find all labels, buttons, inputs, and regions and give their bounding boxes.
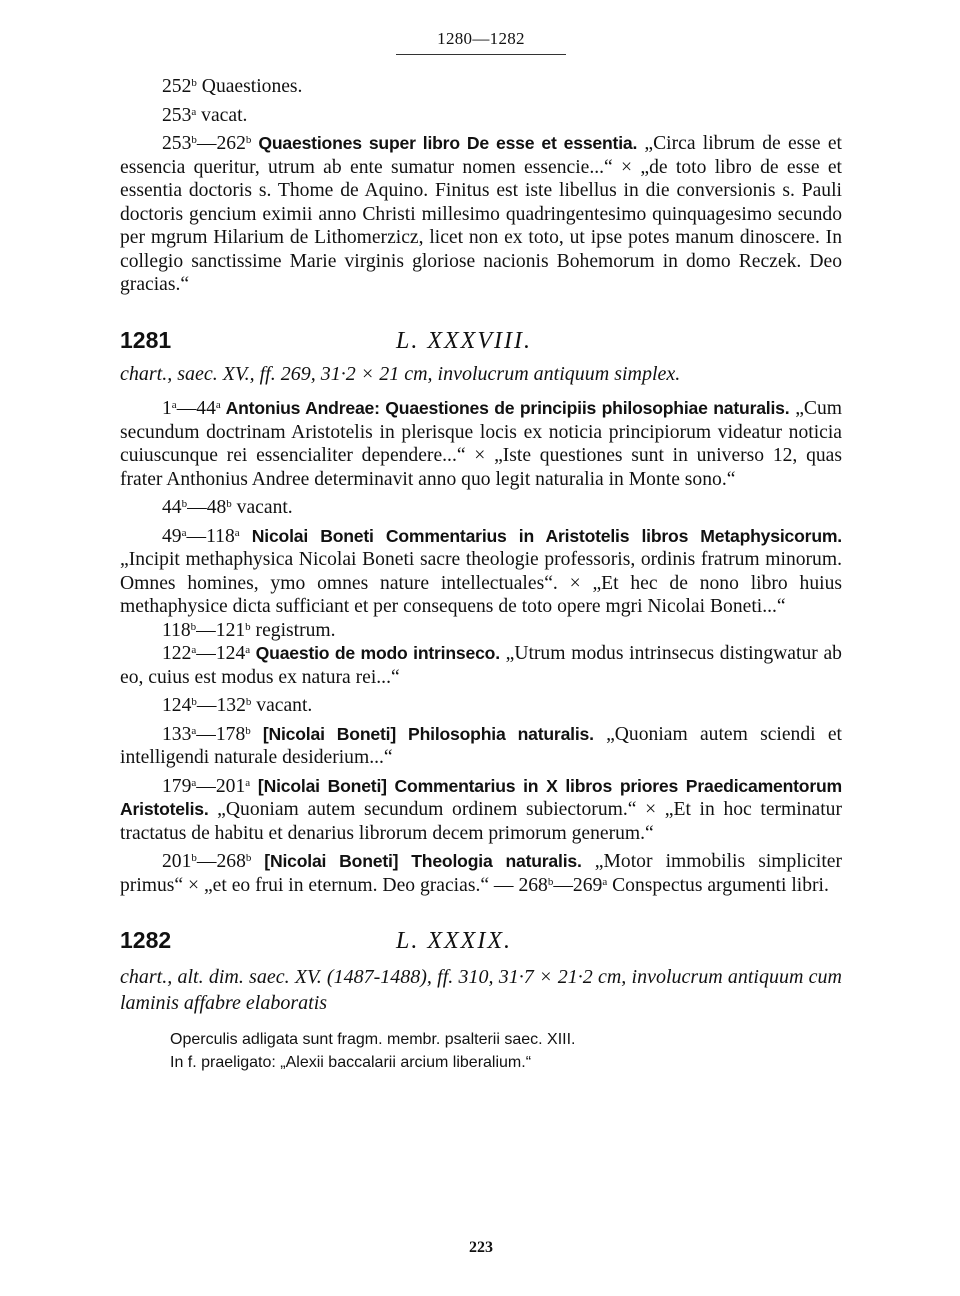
entry-49a-118a: 49$^a$—118$^a$ Nicolai Boneti Commentarius in Aristotelis libros Metaphysicorum. „Incipit methaphysica Nicolai Boneti sacre theologie professoris, ordinis fratrum minorum. Omnes homines, ymo omnes nature intellectuales“. × „Et hec de nono libro huius methaphysice dicta sufficiant et per consequens de toto opere mgri Nicolai Boneti...“ [120, 525, 842, 617]
entry-118b-121b: 118$^b$—121$^b$ registrum. [162, 619, 336, 641]
page-number: 223 [469, 1239, 493, 1256]
header-rule [396, 54, 566, 55]
entry-44b-48b: 44$^b$—48$^b$ vacant. [162, 497, 293, 518]
codex-description: chart., alt. dim. saec. XV. (1487-1488), ff. 310, 31·7 × 21·2 cm, involucrum antiquum cum laminis affabre elaboratis [120, 965, 842, 1014]
entry-124b-132b: 124$^b$—132$^b$ vacant. [162, 695, 313, 716]
entry-252b: 252$^b$ Quaestiones. [162, 76, 303, 97]
codex-heading-1282 [120, 929, 842, 954]
codex-number: 1281 [120, 326, 172, 353]
codex-note: In f. praeligato: „Alexii baccalarii arcium liberalium.“ [170, 1053, 532, 1071]
codex-description: chart., saec. XV., ff. 269, 31·2 × 21 cm, involucrum antiquum simplex. [120, 363, 681, 385]
codex-signature: L. XXXVIII. [396, 327, 532, 354]
codex-heading-1281 [120, 326, 842, 354]
entry-179a-201a: 179$^a$—201$^a$ [Nicolai Boneti] Commentarius in X libros priores Praedicamentorum Aristotelis. „Quoniam autem secundum ordinem subiectorum.“ × „Et in hoc terminatur tractatus de habitu et denarius librorum decem primorum generum.“ [120, 775, 842, 844]
document-page [120, 28, 842, 1268]
running-header: 1280—1282 [437, 29, 525, 48]
codex-number: 1282 [120, 927, 172, 953]
entry-1a-44a: 1$^a$—44$^a$ Antonius Andreae: Quaestiones de principiis philosophiae naturalis. „Cum secundum doctrinam Aristotelis in plerisque locis ex noticia principiorum videatur noticia cuiuscunque rei essencialiter dependere...“ × „Iste questiones sunt in universo 12, quas frater Anthonius Andree determinavit anno quo legit naturalia in Monte sono.“ [120, 398, 843, 490]
entry-133a-178b: 133$^a$—178$^b$ [Nicolai Boneti] Philosophia naturalis. „Quoniam autem sciendi et intelligendi naturale desiderium...“ [120, 723, 842, 768]
entry-201b-268b: 201$^b$—268$^b$ [Nicolai Boneti] Theologia naturalis. „Motor immobilis simpliciter primus“ × „et eo frui in eternum. Deo gracias.“ — 268$^b$—269$^a$ Conspectus argumenti libri. [120, 851, 842, 896]
codex-note: Operculis adligata sunt fragm. membr. psalterii saec. XIII. [170, 1030, 576, 1048]
entry-122a-124a: 122$^a$—124$^a$ Quaestio de modo intrinseco. „Utrum modus intrinsecus distingwatur ab eo, cuius est modus ex natura rei...“ [120, 643, 842, 688]
codex-signature: L. XXXIX. [396, 928, 512, 954]
entry-253a: 253$^a$ vacat. [162, 104, 248, 126]
entry-title: Quaestiones super libro De esse et essentia. [251, 133, 638, 153]
entry-253b-262b: 253$^b$—262$^b$ Quaestiones super libro De esse et essentia. „Circa librum de esse et essencia queritur, utrum ab ente sumatur nomen essencie...“ × „de toto libro de esse et essentia doctoris s. Thome de Aquino. Finitus est iste libellus in die conversionis s. Pauli doctoris gencium eximii anno Christi millesimo quadringentesimo quinquagesimo secundo per mgrum Hilarium de Lithomerzicz, licet non ex toto, ut ipse potes manum dinoscere. In collegio sanctissime Marie virginis gloriose nacionis Bohemorum in domo Reczek. Deo gracias.“ [120, 133, 842, 295]
